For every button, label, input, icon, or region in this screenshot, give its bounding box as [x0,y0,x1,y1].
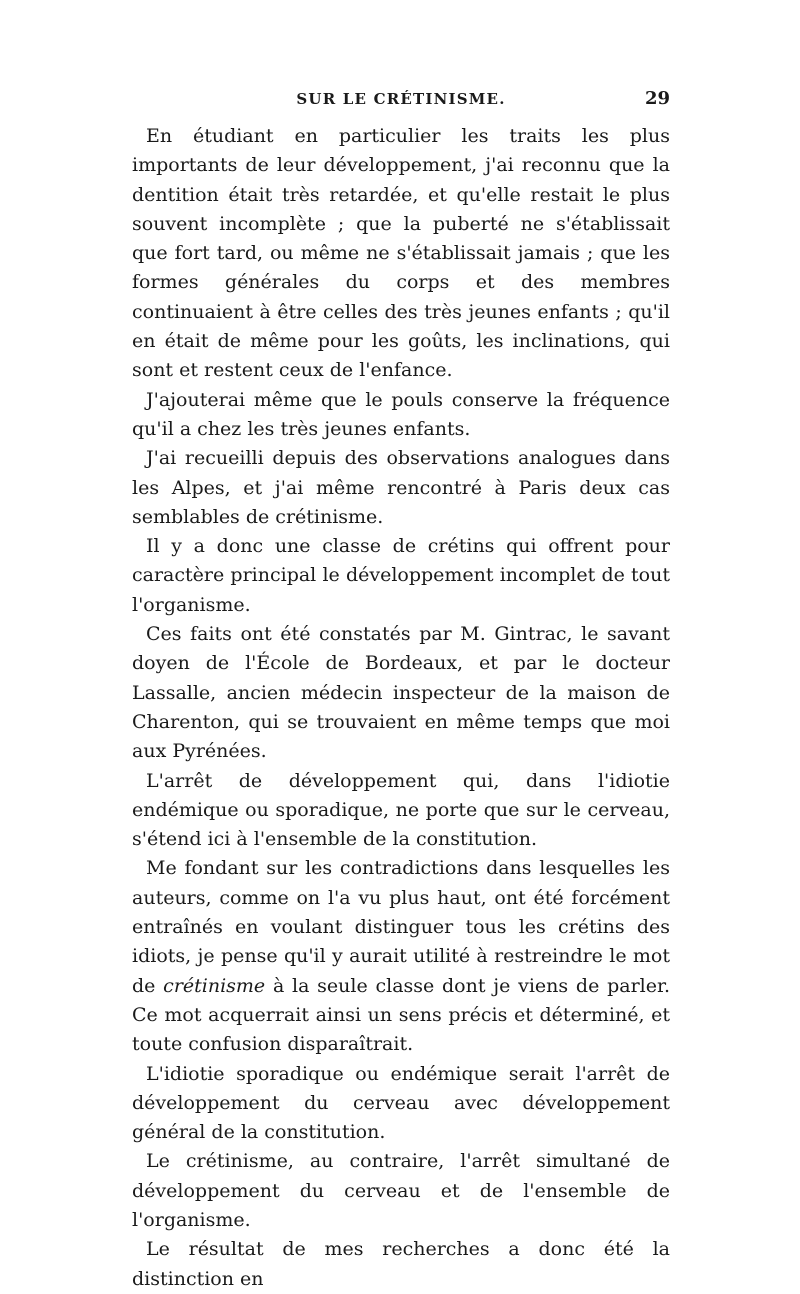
paragraph-3: J'ai recueilli depuis des observations analogues dans les Alpes, et j'ai même rencontré à Paris deux cas semblables de crétinisme. [132,447,670,528]
book-page [132,88,670,1294]
paragraph-7-text-after: à la seule classe dont je viens de parler. Ce mot acquerrait ainsi un sens précis et déterminé, et toute confusion disparaîtrait. [132,974,671,1056]
page-number: 29 [644,88,670,109]
running-title: SUR LE CRÉTINISME. [296,90,506,108]
paragraph-6: L'arrêt de développement qui, dans l'idiotie endémique ou sporadique, ne porte que sur le cerveau, s'étend ici à l'ensemble de la constitution. [132,769,670,851]
paragraph-5: Ces faits ont été constatés par M. Gintrac, le savant doyen de l'École de Bordeaux, et par le docteur Lassalle, ancien médecin inspecteur de la maison de Charenton, qui se trouvaient en même temps que moi aux Pyrénées. [132,623,670,763]
paragraph-9: Le crétinisme, au contraire, l'arrêt simultané de développement du cerveau et de l'ensemble de l'organisme. [132,1150,670,1231]
paragraph-1: En étudiant en particulier les traits les plus importants de leur développement, j'ai reconnu que la dentition était très retardée, et qu'elle restait le plus souvent incomplète ; que la puberté ne s'établissait que fort tard, ou même ne s'établissait jamais ; que les formes générales du corps et des membres continuaient à être celles des très jeunes enfants ; qu'il en était de même pour les goûts, les inclinations, qui sont et restent ceux de l'enfance. [132,125,670,382]
paragraph-7-text-before: Me fondant sur les contradictions dans lesquelles les auteurs, comme on l'a vu plus haut, ont été forcément entraînés en voulant distinguer tous les crétins des idiots, je pense qu'il y aurait utilité à restreindre le mot de [132,857,670,997]
paragraph-2: J'ajouterai même que le pouls conserve la fréquence qu'il a chez les très jeunes enfants. [132,388,670,440]
paragraph-7 [132,854,670,1059]
paragraph-8: L'idiotie sporadique ou endémique serait l'arrêt de développement du cerveau avec développement général de la constitution. [132,1062,670,1144]
body-text [132,122,670,1294]
running-head [132,88,670,118]
italic-term: crétinisme [163,974,266,997]
paragraph-4: Il y a donc une classe de crétins qui offrent pour caractère principal le développement incomplet de tout l'organisme. [132,535,670,616]
paragraph-10: Le résultat de mes recherches a donc été la distinction en [132,1238,670,1290]
